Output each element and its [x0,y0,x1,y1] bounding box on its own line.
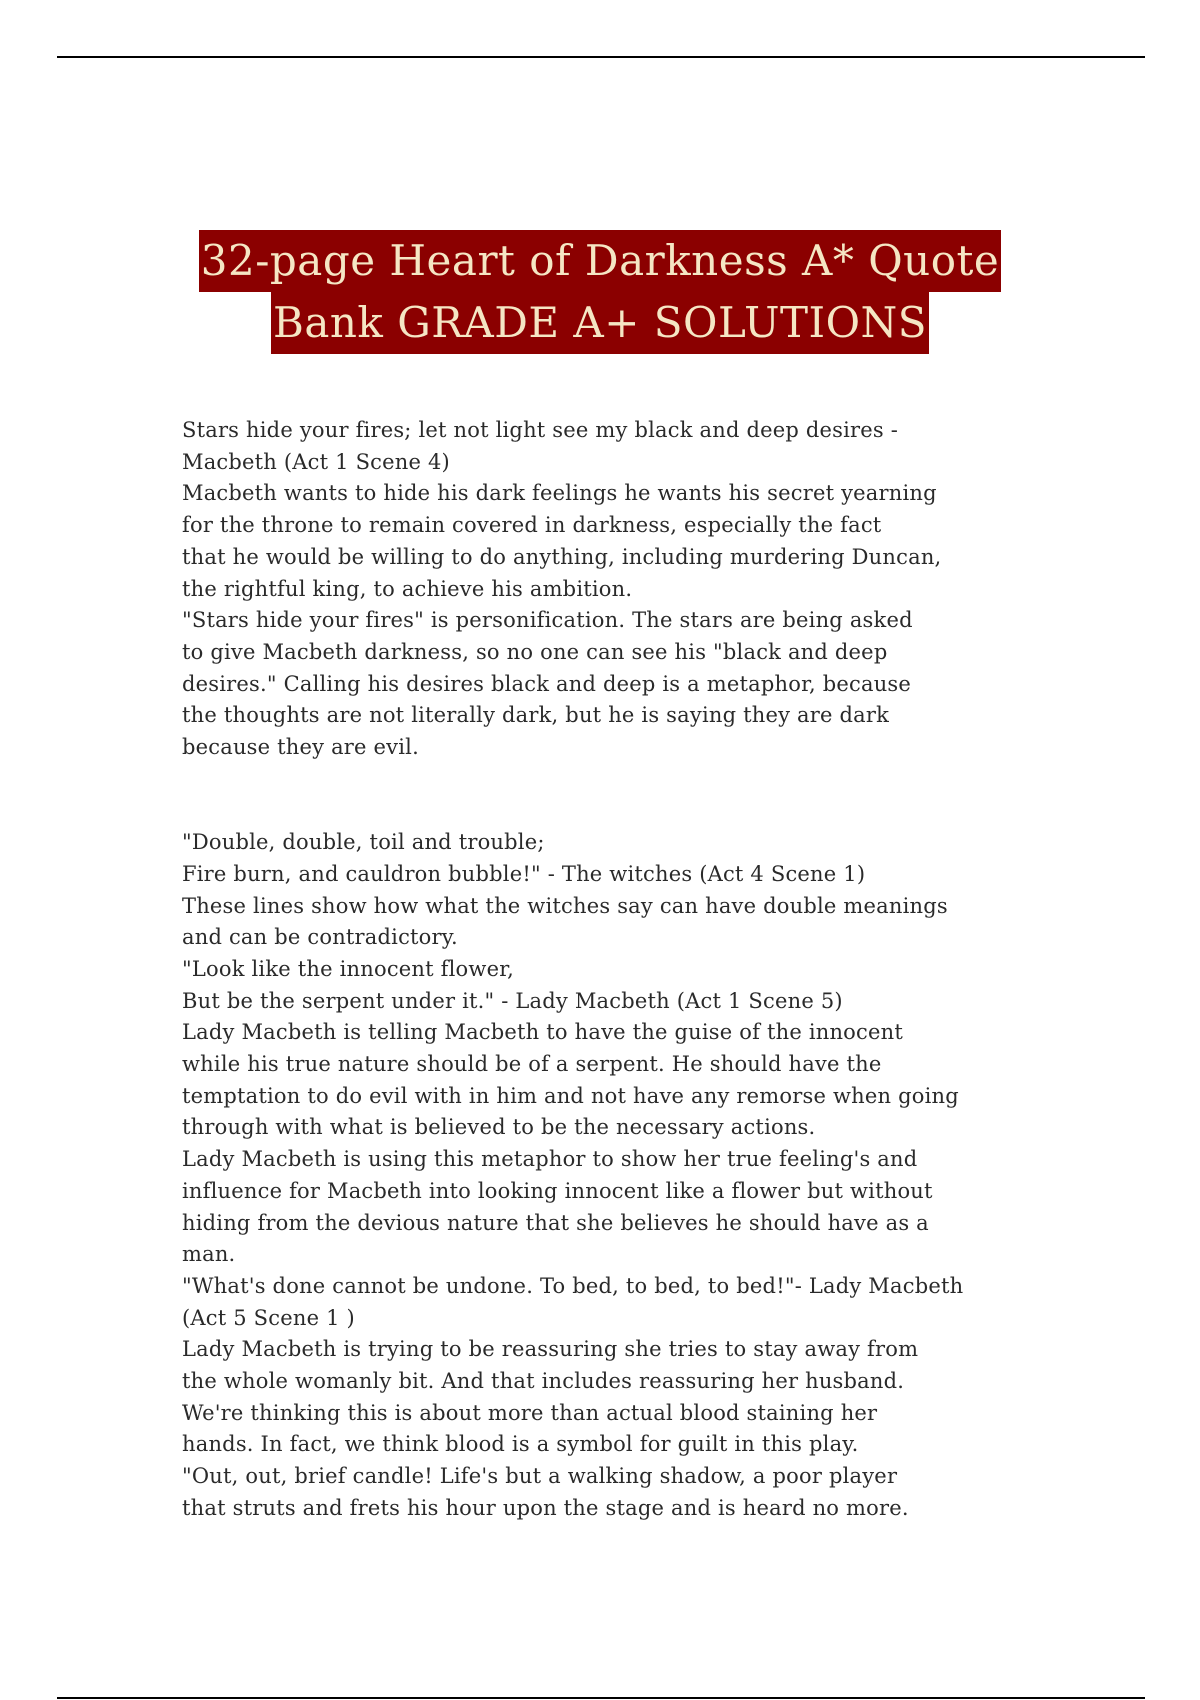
text-line: hands. In fact, we think blood is a symbol for guilt in this play. [182,1432,859,1457]
document-body [182,415,1082,1525]
text-line: because they are evil. [182,735,419,760]
text-line: for the throne to remain covered in darkness, especially the fact [182,513,882,538]
text-line: temptation to do evil with in him and not have any remorse when going [182,1083,959,1108]
text-line: Macbeth (Act 1 Scene 4) [182,449,450,474]
text-line: Stars hide your fires; let not light see my black and deep desires - [182,418,899,442]
text-line: the thoughts are not literally dark, but he is saying they are dark [182,703,890,728]
text-line: that he would be willing to do anything, including murdering Duncan, [182,544,942,569]
text-line: the rightful king, to achieve his ambition. [182,576,633,601]
document-title [150,230,1050,354]
text-line: But be the serpent under it." - Lady Macbeth (Act 1 Scene 5) [182,988,843,1013]
text-line: Macbeth wants to hide his dark feelings he wants his secret yearning [182,481,937,506]
text-line: hiding from the devious nature that she believes he should have as a [182,1210,929,1235]
text-line: Lady Macbeth is using this metaphor to show her true feeling's and [182,1147,918,1172]
text-line: Lady Macbeth is telling Macbeth to have the guise of the innocent [182,1020,903,1045]
text-line: man. [182,1242,236,1267]
text-line: (Act 5 Scene 1 ) [182,1305,355,1330]
text-line: "Stars hide your fires" is personification. The stars are being asked [182,608,913,633]
text-line: to give Macbeth darkness, so no one can see his "black and deep [182,639,888,664]
text-line: Fire burn, and cauldron bubble!" - The witches (Act 4 Scene 1) [182,861,866,886]
text-line: the whole womanly bit. And that includes reassuring her husband. [182,1369,905,1394]
text-line: "Look like the innocent flower, [182,956,514,981]
title-line-2: Bank GRADE A+ SOLUTIONS [271,292,929,354]
text-line: These lines show how what the witches say can have double meanings [182,893,948,918]
text-line [182,764,1082,796]
bottom-rule [57,1697,1145,1699]
text-line: "Out, out, brief candle! Life's but a walking shadow, a poor player [182,1464,898,1489]
title-line-1: 32-page Heart of Darkness A* Quote [199,230,1001,292]
text-line: that struts and frets his hour upon the stage and is heard no more. [182,1495,909,1520]
top-rule [57,56,1145,58]
text-line: Lady Macbeth is trying to be reassuring she tries to stay away from [182,1337,919,1362]
text-line: while his true nature should be of a serpent. He should have the [182,1052,882,1077]
text-line: "Double, double, toil and trouble; [182,830,545,855]
text-line: influence for Macbeth into looking innocent like a flower but without [182,1178,933,1203]
text-line: "What's done cannot be undone. To bed, to bed, to bed!"- Lady Macbeth [182,1273,964,1298]
text-line: We're thinking this is about more than actual blood staining her [182,1400,878,1425]
text-line: through with what is believed to be the necessary actions. [182,1115,816,1140]
text-line: desires." Calling his desires black and deep is a metaphor, because [182,671,912,696]
text-line: and can be contradictory. [182,925,458,950]
text-line [182,795,1082,827]
